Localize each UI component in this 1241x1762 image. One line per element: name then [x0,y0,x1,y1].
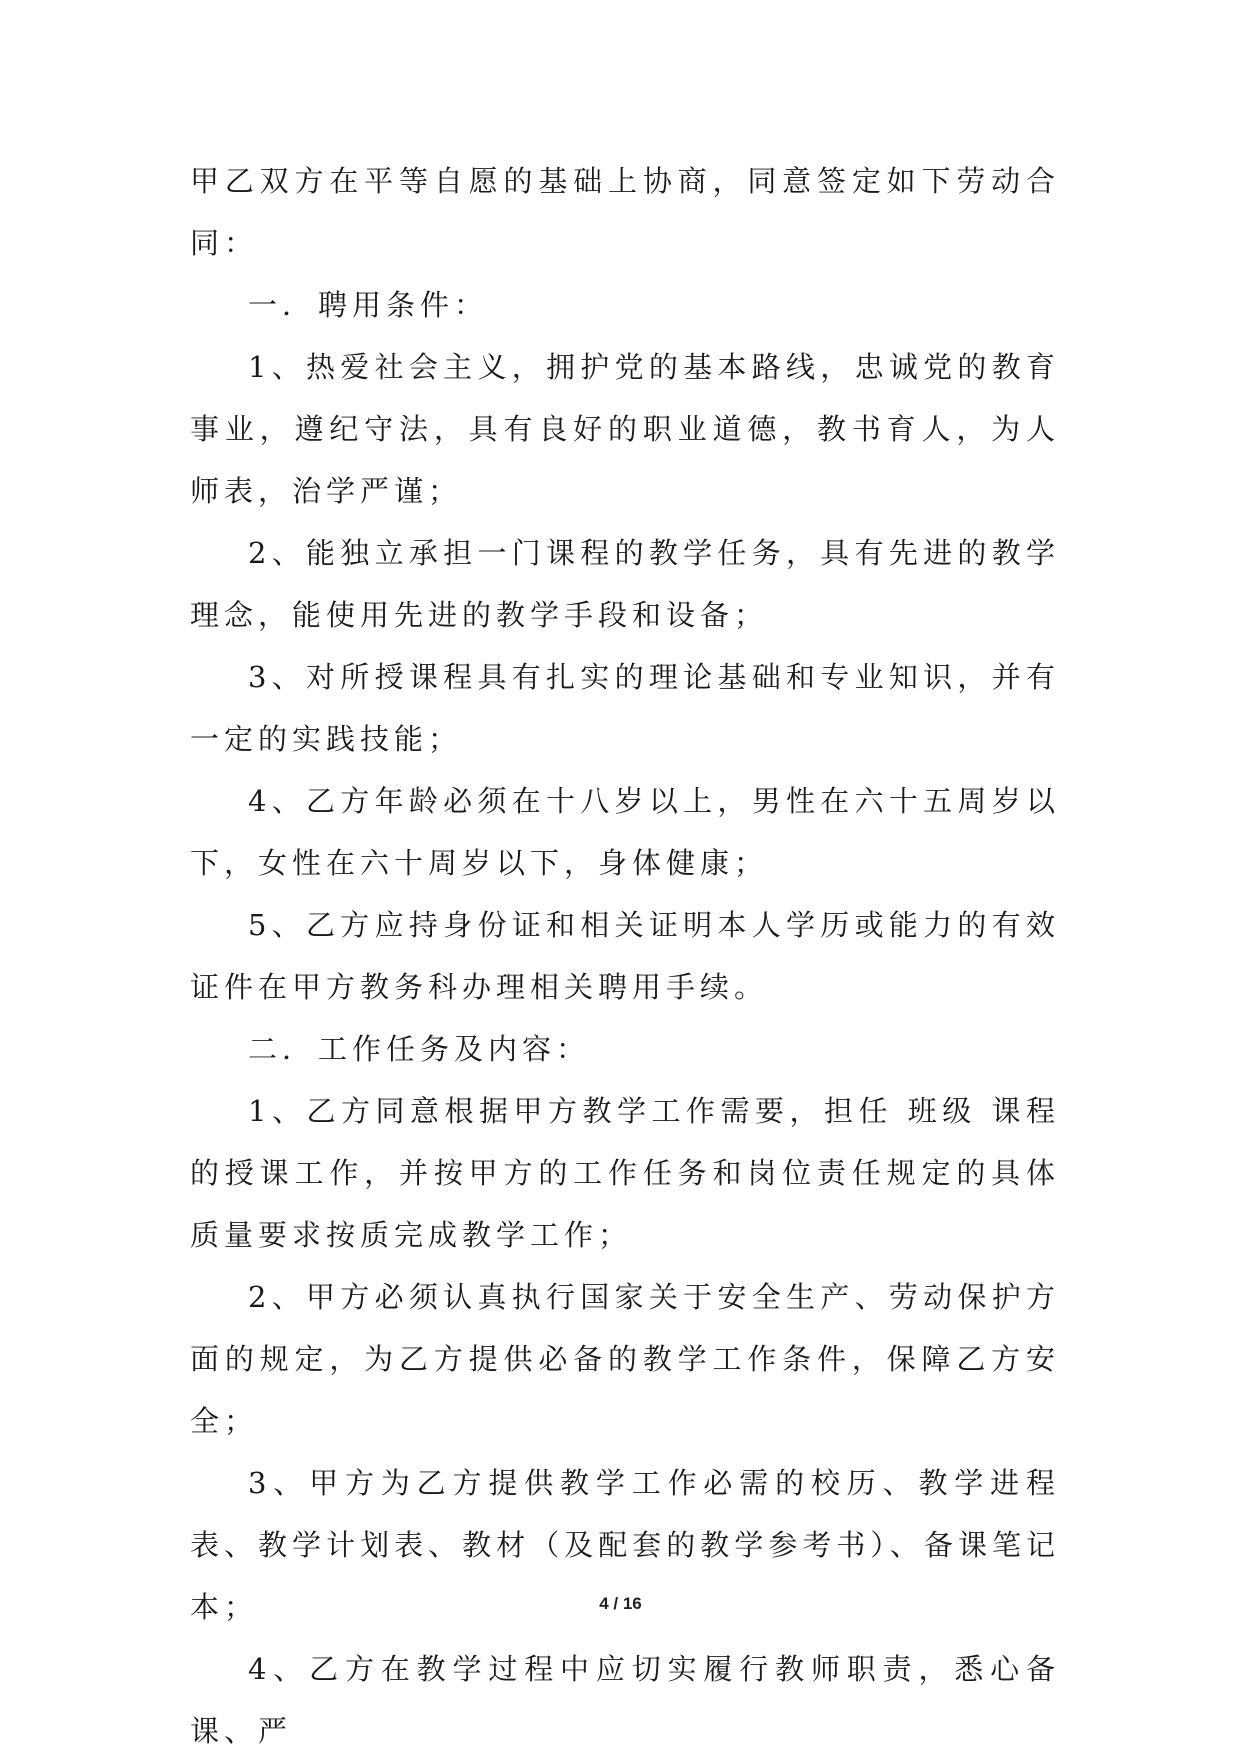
clause-paragraph: 1、热爱社会主义，拥护党的基本路线，忠诚党的教育事业，遵纪守法，具有良好的职业道德，教书育人，为人师表，治学严谨； [190,350,1060,508]
section-title-1: 聘用条件： [318,288,489,322]
section-title-2: 工作任务及内容： [318,1032,591,1066]
clause-paragraph: 1、乙方同意根据甲方教学工作需要，担任 班级 课程的授课工作，并按甲方的工作任务和岗位责任规定的具体质量要求按质完成教学工作； [190,1094,1060,1252]
clause-paragraph: 2、能独立承担一门课程的教学任务，具有先进的教学理念，能使用先进的教学手段和设备； [190,536,1060,632]
clause-paragraph: 4、乙方在教学过程中应切实履行教师职责，悉心备课、严 [190,1652,1060,1748]
section-number-1: 一． [248,288,317,322]
page-number: 4 / 16 [599,1594,642,1613]
clause-paragraph: 3、甲方为乙方提供教学工作必需的校历、教学进程表、教学计划表、教材（及配套的教学参考书）、备课笔记本； [190,1466,1060,1624]
intro-paragraph: 甲乙双方在平等自愿的基础上协商，同意签定如下劳动合同： [190,164,1060,260]
section-number-2: 二． [248,1032,317,1066]
clause-paragraph: 3、对所授课程具有扎实的理论基础和专业知识，并有一定的实践技能； [190,660,1060,756]
document-body [190,150,1060,1762]
section-heading-1 [190,274,1060,336]
clause-paragraph: 2、甲方必须认真执行国家关于安全生产、劳动保护方面的规定，为乙方提供必备的教学工作条件，保障乙方安全； [190,1280,1060,1438]
clause-paragraph: 4、乙方年龄必须在十八岁以上，男性在六十五周岁以下，女性在六十周岁以下，身体健康； [190,784,1060,880]
section-heading-2 [190,1018,1060,1080]
clause-paragraph: 5、乙方应持身份证和相关证明本人学历或能力的有效证件在甲方教务科办理相关聘用手续。 [190,908,1060,1004]
